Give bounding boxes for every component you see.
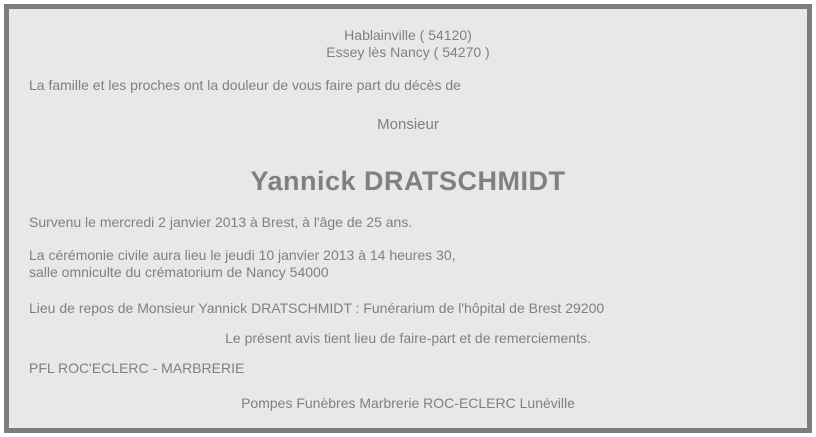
death-details-text: Survenu le mercredi 2 janvier 2013 à Brest, à l'âge de 25 ans. <box>29 214 413 230</box>
location-line-1: Hablainville ( 54120) <box>344 27 472 43</box>
ceremony-line-1: La cérémonie civile aura lieu le jeudi 10 janvier 2013 à 14 heures 30, <box>29 247 456 263</box>
funeral-home-text: PFL ROC'ECLERC - MARBRERIE <box>29 360 245 376</box>
announcement-sheet <box>9 9 807 428</box>
location-list <box>29 27 787 61</box>
location-line-2: Essey lès Nancy ( 54270 ) <box>326 44 490 60</box>
ceremony-line-2: salle omniculte du crématorium de Nancy 54000 <box>29 264 329 280</box>
notice-text: Le présent avis tient lieu de faire-part et de remerciements. <box>225 330 591 346</box>
signature-text: Pompes Funèbres Marbrerie ROC-ECLERC Lunéville <box>241 395 575 411</box>
civility-label: Monsieur <box>377 116 439 133</box>
ceremony-text <box>29 247 787 281</box>
repose-text: Lieu de repos de Monsieur Yannick DRATSCHMIDT : Funérarium de l'hôpital de Brest 29200 <box>29 300 605 316</box>
deceased-name: Yannick DRATSCHMIDT <box>250 166 566 196</box>
announcement-frame <box>4 4 812 433</box>
intro-text: La famille et les proches ont la douleur de vous faire part du décès de <box>29 77 461 93</box>
